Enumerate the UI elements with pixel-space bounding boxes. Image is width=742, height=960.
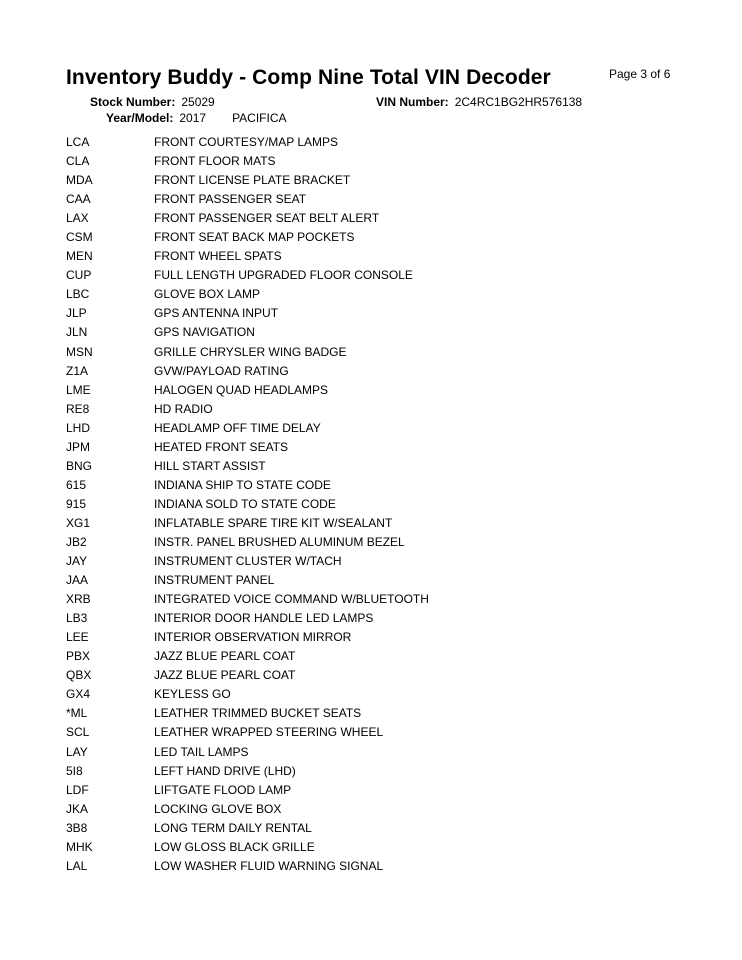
option-description: GLOVE BOX LAMP xyxy=(154,287,261,302)
option-description: LOW GLOSS BLACK GRILLE xyxy=(154,839,315,854)
option-code: PBX xyxy=(66,649,91,664)
year-model-label: Year/Model: xyxy=(106,111,174,125)
option-description: INSTRUMENT CLUSTER W/TACH xyxy=(154,554,342,569)
option-description: KEYLESS GO xyxy=(154,687,231,702)
option-description: HILL START ASSIST xyxy=(154,458,266,473)
option-code: LBC xyxy=(66,287,90,302)
option-row xyxy=(66,781,686,800)
vin-number-label: VIN Number: xyxy=(376,95,449,109)
vin-number-field xyxy=(376,95,582,109)
option-description: LEATHER WRAPPED STEERING WHEEL xyxy=(154,725,384,740)
option-row xyxy=(66,743,686,762)
option-row xyxy=(66,628,686,647)
option-code: CSM xyxy=(66,230,93,245)
option-code-list xyxy=(66,133,686,876)
option-row xyxy=(66,666,686,685)
option-description: INTEGRATED VOICE COMMAND W/BLUETOOTH xyxy=(154,592,429,607)
option-row xyxy=(66,533,686,552)
option-row xyxy=(66,419,686,438)
option-row xyxy=(66,190,686,209)
option-code: MDA xyxy=(66,173,93,188)
option-description: INDIANA SHIP TO STATE CODE xyxy=(154,477,331,492)
option-code: GX4 xyxy=(66,687,91,702)
option-description: LEFT HAND DRIVE (LHD) xyxy=(154,763,296,778)
option-code: LB3 xyxy=(66,611,88,626)
option-description: HEADLAMP OFF TIME DELAY xyxy=(154,420,321,435)
option-description: GVW/PAYLOAD RATING xyxy=(154,363,289,378)
option-row xyxy=(66,362,686,381)
option-row xyxy=(66,609,686,628)
option-code: RE8 xyxy=(66,401,90,416)
year-model-field xyxy=(106,111,287,125)
stock-number-label: Stock Number: xyxy=(90,95,176,109)
option-description: FRONT WHEEL SPATS xyxy=(154,249,282,264)
option-code: SCL xyxy=(66,725,90,740)
option-row xyxy=(66,228,686,247)
option-description: LOW WASHER FLUID WARNING SIGNAL xyxy=(154,858,384,873)
option-code: 3B8 xyxy=(66,820,88,835)
option-row xyxy=(66,171,686,190)
option-description: GPS ANTENNA INPUT xyxy=(154,306,279,321)
stock-number-field xyxy=(90,95,215,109)
option-description: LIFTGATE FLOOD LAMP xyxy=(154,782,292,797)
option-code: LAX xyxy=(66,211,89,226)
option-code: LCA xyxy=(66,135,90,149)
option-row xyxy=(66,476,686,495)
option-row xyxy=(66,571,686,590)
option-code: 615 xyxy=(66,477,87,492)
option-description: FRONT LICENSE PLATE BRACKET xyxy=(154,173,351,188)
option-description: GRILLE CHRYSLER WING BADGE xyxy=(154,344,347,359)
option-code: LHD xyxy=(66,420,91,435)
option-code: LME xyxy=(66,382,91,397)
option-description: LED TAIL LAMPS xyxy=(154,744,249,759)
option-code: *ML xyxy=(66,706,88,721)
option-description: FRONT SEAT BACK MAP POCKETS xyxy=(154,230,355,245)
option-description: INFLATABLE SPARE TIRE KIT W/SEALANT xyxy=(154,515,393,530)
option-code: Z1A xyxy=(66,363,89,378)
option-code: CAA xyxy=(66,192,91,207)
option-code: JLP xyxy=(66,306,87,321)
option-row xyxy=(66,133,686,152)
option-code: 915 xyxy=(66,496,87,511)
option-description: FRONT FLOOR MATS xyxy=(154,154,276,169)
option-description: FRONT COURTESY/MAP LAMPS xyxy=(154,135,339,149)
option-code: XRB xyxy=(66,592,91,607)
option-code: JKA xyxy=(66,801,89,816)
option-code: JPM xyxy=(66,439,90,454)
page-number: Page 3 of 6 xyxy=(609,67,671,81)
option-code: 5I8 xyxy=(66,763,83,778)
option-description: INSTR. PANEL BRUSHED ALUMINUM BEZEL xyxy=(154,534,405,549)
option-description: INDIANA SOLD TO STATE CODE xyxy=(154,496,336,511)
option-code: JAY xyxy=(66,554,88,569)
option-row xyxy=(66,381,686,400)
option-row xyxy=(66,857,686,876)
option-row xyxy=(66,495,686,514)
option-description: HALOGEN QUAD HEADLAMPS xyxy=(154,382,329,397)
option-code: LEE xyxy=(66,630,89,645)
option-row xyxy=(66,209,686,228)
option-code: XG1 xyxy=(66,515,91,530)
option-code: MHK xyxy=(66,839,93,854)
report-title: Inventory Buddy - Comp Nine Total VIN Decoder xyxy=(66,66,551,89)
option-row xyxy=(66,552,686,571)
option-code: LDF xyxy=(66,782,89,797)
option-code: JB2 xyxy=(66,534,87,549)
option-row xyxy=(66,304,686,323)
option-description: INSTRUMENT PANEL xyxy=(154,573,275,588)
option-row xyxy=(66,343,686,362)
option-code: JAA xyxy=(66,573,89,588)
model-value: PACIFICA xyxy=(232,111,287,125)
option-description: INTERIOR DOOR HANDLE LED LAMPS xyxy=(154,611,374,626)
option-description: JAZZ BLUE PEARL COAT xyxy=(154,649,296,664)
option-row xyxy=(66,400,686,419)
option-code: MEN xyxy=(66,249,93,264)
option-row xyxy=(66,323,686,342)
option-row xyxy=(66,762,686,781)
option-row xyxy=(66,838,686,857)
stock-number-value: 25029 xyxy=(181,95,215,109)
option-row xyxy=(66,152,686,171)
option-description: GPS NAVIGATION xyxy=(154,325,255,340)
option-description: FRONT PASSENGER SEAT BELT ALERT xyxy=(154,211,380,226)
option-code: LAL xyxy=(66,858,88,873)
option-description: INTERIOR OBSERVATION MIRROR xyxy=(154,630,352,645)
option-row xyxy=(66,285,686,304)
option-row xyxy=(66,457,686,476)
option-row xyxy=(66,685,686,704)
option-code: JLN xyxy=(66,325,88,340)
option-description: LEATHER TRIMMED BUCKET SEATS xyxy=(154,706,362,721)
option-description: FULL LENGTH UPGRADED FLOOR CONSOLE xyxy=(154,268,413,283)
option-row xyxy=(66,514,686,533)
option-description: FRONT PASSENGER SEAT xyxy=(154,192,307,207)
option-code: LAY xyxy=(66,744,88,759)
option-row xyxy=(66,704,686,723)
option-code: CLA xyxy=(66,154,90,169)
option-row xyxy=(66,247,686,266)
year-value: 2017 xyxy=(179,111,207,125)
option-row xyxy=(66,723,686,742)
option-code: MSN xyxy=(66,344,93,359)
vin-number-value: 2C4RC1BG2HR576138 xyxy=(454,95,583,109)
option-row xyxy=(66,590,686,609)
option-description: JAZZ BLUE PEARL COAT xyxy=(154,668,296,683)
option-description: LOCKING GLOVE BOX xyxy=(154,801,282,816)
option-row xyxy=(66,438,686,457)
option-row xyxy=(66,647,686,666)
option-code: CUP xyxy=(66,268,92,283)
option-description: HD RADIO xyxy=(154,401,213,416)
option-row xyxy=(66,266,686,285)
option-description: LONG TERM DAILY RENTAL xyxy=(154,820,312,835)
option-code: QBX xyxy=(66,668,92,683)
option-row xyxy=(66,800,686,819)
option-row xyxy=(66,819,686,838)
option-description: HEATED FRONT SEATS xyxy=(154,439,289,454)
option-code: BNG xyxy=(66,458,93,473)
